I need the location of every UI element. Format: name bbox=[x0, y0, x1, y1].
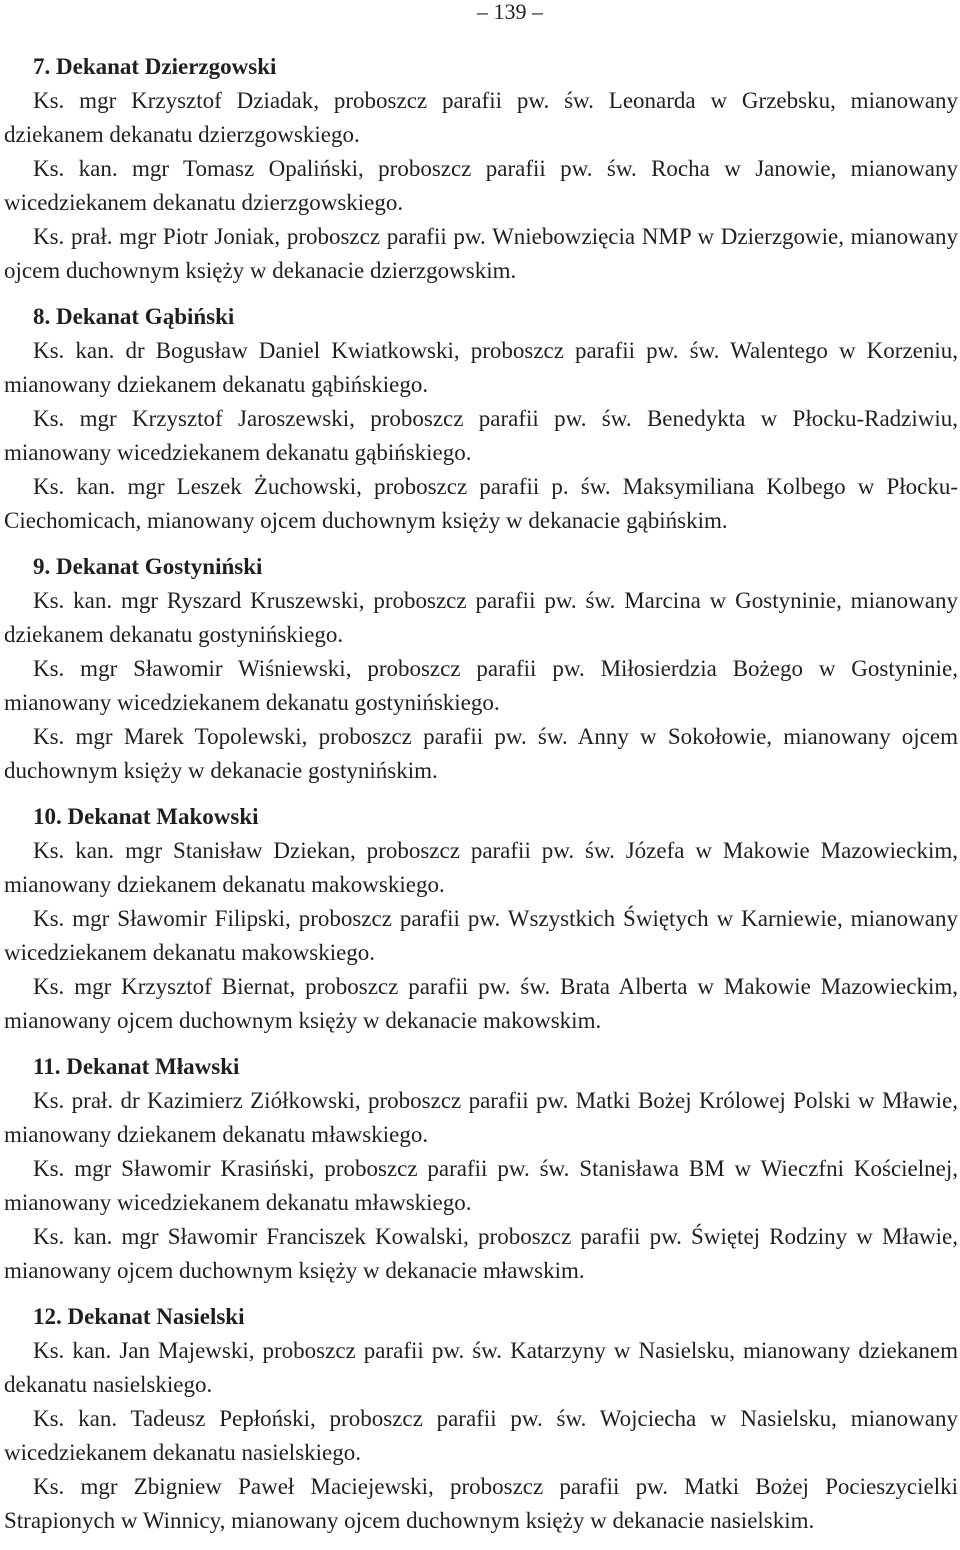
document-body bbox=[4, 50, 958, 1550]
appointment-entry: Ks. mgr Krzysztof Dziadak, proboszcz parafii pw. św. Leonarda w Grzebsku, mianowany dziekanem dekanatu dzierzgowskiego. bbox=[4, 88, 958, 147]
section-title: 10. Dekanat Makowski bbox=[33, 804, 259, 829]
appointment-entry: Ks. kan. Jan Majewski, proboszcz parafii pw. św. Katarzyny w Nasielsku, mianowany dziekanem dekanatu nasielskiego. bbox=[4, 1338, 958, 1397]
appointment-entry: Ks. mgr Zbigniew Paweł Maciejewski, proboszcz parafii pw. Matki Bożej Pocieszycielki Strapionych w Winnicy, mianowany ojcem duchownym księży w dekanacie nasielskim. bbox=[4, 1474, 958, 1533]
appointment-entry: Ks. kan. Tadeusz Pepłoński, proboszcz parafii pw. św. Wojciecha w Nasielsku, mianowany wicedziekanem dekanatu nasielskiego. bbox=[4, 1406, 958, 1465]
appointment-entry: Ks. prał. dr Kazimierz Ziółkowski, proboszcz parafii pw. Matki Bożej Królowej Polski w Mławie, mianowany dziekanem dekanatu mławskiego. bbox=[4, 1088, 958, 1147]
section-dekanat-gostyninski bbox=[4, 550, 958, 788]
appointment-entry: Ks. mgr Sławomir Krasiński, proboszcz parafii pw. św. Stanisława BM w Wieczfni Kościelnej, mianowany wicedziekanem dekanatu mławskiego. bbox=[4, 1156, 958, 1215]
section-dekanat-gabinski bbox=[4, 300, 958, 538]
page-number: – 139 – bbox=[477, 0, 543, 24]
appointment-entry: Ks. mgr Krzysztof Jaroszewski, proboszcz parafii pw. św. Benedykta w Płocku-Radziwiu, mianowany wicedziekanem dekanatu gąbińskiego. bbox=[4, 406, 958, 465]
section-dekanat-mlawski bbox=[4, 1050, 958, 1288]
appointment-entry: Ks. kan. mgr Stanisław Dziekan, proboszcz parafii pw. św. Józefa w Makowie Mazowieckim, mianowany dziekanem dekanatu makowskiego. bbox=[4, 838, 958, 897]
appointment-entry: Ks. kan. mgr Leszek Żuchowski, proboszcz parafii p. św. Maksymiliana Kolbego w Płocku-Ciechomicach, mianowany ojcem duchownym księży w dekanacie gąbińskim. bbox=[4, 474, 958, 533]
section-dekanat-dzierzgowski bbox=[4, 50, 958, 288]
appointment-entry: Ks. mgr Krzysztof Biernat, proboszcz parafii pw. św. Brata Alberta w Makowie Mazowieckim, mianowany ojcem duchownym księży w dekanacie makowskim. bbox=[4, 974, 958, 1033]
section-title: 8. Dekanat Gąbiński bbox=[33, 304, 235, 329]
section-title: 9. Dekanat Gostyniński bbox=[33, 554, 263, 579]
section-title: 11. Dekanat Mławski bbox=[33, 1054, 240, 1079]
section-dekanat-makowski bbox=[4, 800, 958, 1038]
appointment-entry: Ks. kan. dr Bogusław Daniel Kwiatkowski, proboszcz parafii pw. św. Walentego w Korzeniu, mianowany dziekanem dekanatu gąbińskiego. bbox=[4, 338, 958, 397]
appointment-entry: Ks. kan. mgr Tomasz Opaliński, proboszcz parafii pw. św. Rocha w Janowie, mianowany wicedziekanem dekanatu dzierzgowskiego. bbox=[4, 156, 958, 215]
section-dekanat-nasielski bbox=[4, 1300, 958, 1538]
section-title: 7. Dekanat Dzierzgowski bbox=[33, 54, 277, 79]
appointment-entry: Ks. kan. mgr Sławomir Franciszek Kowalski, proboszcz parafii pw. Świętej Rodziny w Mławie, mianowany ojcem duchownym księży w dekanacie mławskim. bbox=[4, 1224, 958, 1283]
appointment-entry: Ks. mgr Marek Topolewski, proboszcz parafii pw. św. Anny w Sokołowie, mianowany ojcem duchownym księży w dekanacie gostynińskim. bbox=[4, 724, 958, 783]
section-title: 12. Dekanat Nasielski bbox=[33, 1304, 245, 1329]
appointment-entry: Ks. prał. mgr Piotr Joniak, proboszcz parafii pw. Wniebowzięcia NMP w Dzierzgowie, mianowany ojcem duchownym księży w dekanacie dzierzgowskim. bbox=[4, 224, 958, 283]
appointment-entry: Ks. mgr Sławomir Filipski, proboszcz parafii pw. Wszystkich Świętych w Karniewie, mianowany wicedziekanem dekanatu makowskiego. bbox=[4, 906, 958, 965]
appointment-entry: Ks. kan. mgr Ryszard Kruszewski, proboszcz parafii pw. św. Marcina w Gostyninie, mianowany dziekanem dekanatu gostynińskiego. bbox=[4, 588, 958, 647]
appointment-entry: Ks. mgr Sławomir Wiśniewski, proboszcz parafii pw. Miłosierdzia Bożego w Gostyninie, mianowany wicedziekanem dekanatu gostynińskiego. bbox=[4, 656, 958, 715]
